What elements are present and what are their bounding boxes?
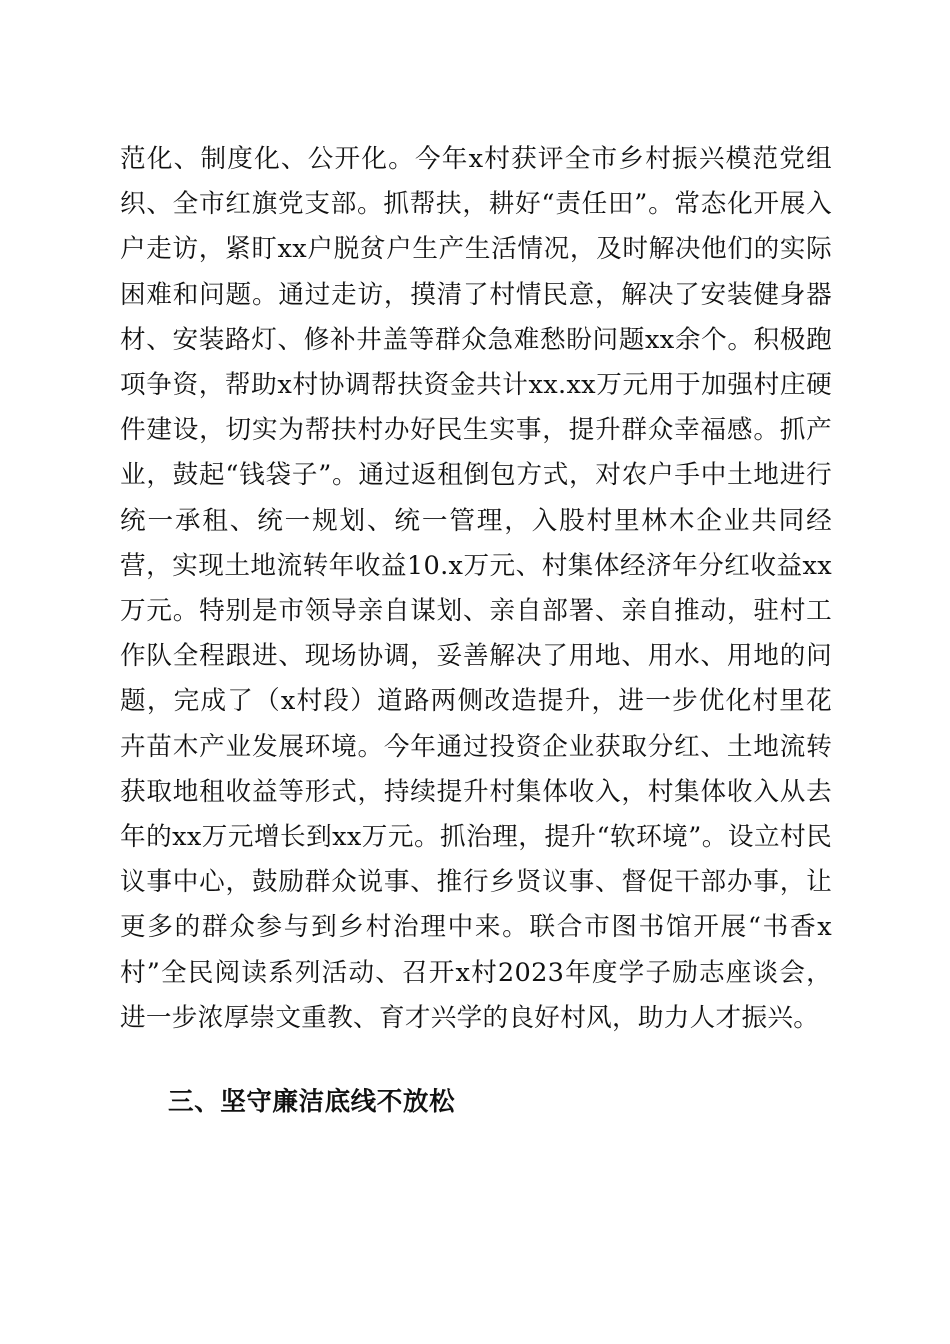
section-heading: 三、坚守廉洁底线不放松 (168, 1087, 456, 1117)
body-paragraph: 范化、制度化、公开化。今年x村获评全市乡村振兴模范党组织、全市红旗党支部。抓帮扶，耕好“责任田”。常态化开展入户走访，紧盯xx户脱贫户生产生活情况，及时解决他们的实际困难和问题。通过走访，摸清了村情民意，解决了安装健身器材、安装路灯、修补井盖等群众急难愁盼问题xx余个。积极跑项争资，帮助x村协调帮扶资金共计xx.xx万元用于加强村庄硬件建设，切实为帮扶村办好民生实事，提升群众幸福感。抓产业，鼓起“钱袋子”。通过返租倒包方式，对农户手中土地进行统一承租、统一规划、统一管理，入股村里林木企业共同经营，实现土地流转年收益10.x万元、村集体经济年分红收益xx万元。特别是市领导亲自谋划、亲自部署、亲自推动，驻村工作队全程跟进、现场协调，妥善解决了用地、用水、用地的问题，完成了（x村段）道路两侧改造提升，进一步优化村里花卉苗木产业发展环境。今年通过投资企业获取分红、土地流转获取地租收益等形式，持续提升村集体收入，村集体收入从去年的xx万元增长到xx万元。抓治理，提升“软环境”。设立村民议事中心，鼓励群众说事、推行乡贤议事、督促干部办事，让更多的群众参与到乡村治理中来。联合市图书馆开展“书香x村”全民阅读系列活动、召开x村2023年度学子励志座谈会，进一步浓厚崇文重教、育才兴学的良好村风，助力人才振兴。 (120, 144, 832, 1033)
